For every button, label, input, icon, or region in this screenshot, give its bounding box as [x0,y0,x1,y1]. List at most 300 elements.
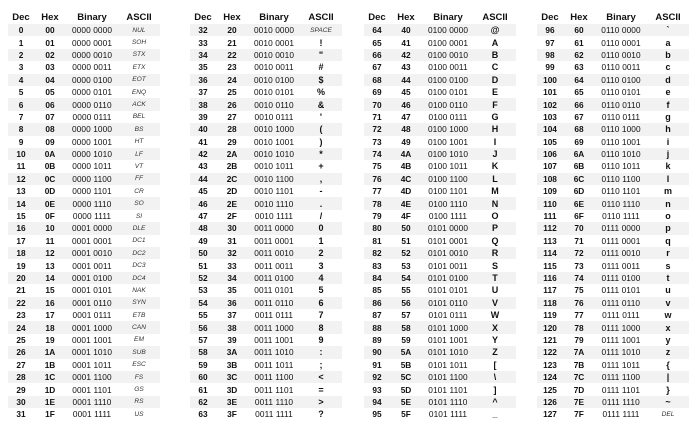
column-ascii-cell: FF [118,173,160,185]
column-ascii-cell: SPACE [300,24,342,36]
table-row [364,408,516,420]
table-row [8,334,160,346]
column-hex-cell: 6D [573,186,585,197]
column-binary-cell: 0010 1010 [248,148,300,160]
column-dec-cell: 58 [190,346,216,358]
column-dec-cell: 82 [364,247,390,259]
column-binary-cell: 0010 0100 [248,74,300,86]
column-hex-cell: 06 [34,98,66,110]
column-hex-cell: 02 [34,49,66,61]
column-binary-cell: 0001 0010 [66,247,118,259]
column-binary-cell: 0111 0110 [595,297,647,309]
column-dec-cell: 38 [190,98,216,110]
column-ascii-cell: } [666,384,670,395]
header-column-ascii: ASCII [655,12,681,23]
column-dec-cell: 86 [364,297,390,309]
table-row [537,173,689,185]
table-row [190,309,342,321]
header-column-binary: Binary [606,12,636,23]
table-row [537,160,689,172]
column-binary-cell: 0011 1110 [248,396,300,408]
column-binary-cell: 0001 1010 [66,346,118,358]
column-dec-cell: 52 [190,272,216,284]
column-hex-cell: 0F [45,211,55,222]
header-row [364,11,516,24]
column-ascii-cell: 5 [318,285,324,296]
column-dec-cell: 59 [198,359,208,370]
column-dec-cell: 95 [372,409,382,420]
column-dec-cell: 0 [8,24,34,36]
column-hex-cell: 1D [44,384,56,395]
column-ascii-cell: / [319,211,323,222]
column-hex-cell: 35 [227,285,237,296]
column-ascii-cell: STX [118,49,160,61]
column-binary-cell: 0111 0101 [601,285,641,296]
table-row [537,185,689,197]
column-ascii-cell: R [474,247,516,259]
table-row [364,359,516,371]
column-hex-cell: 3E [216,396,248,408]
table-row [8,173,160,185]
column-ascii-cell: EM [134,336,144,344]
table-row [8,98,160,110]
table-row [190,210,342,222]
column-hex-cell: 69 [574,136,584,147]
column-ascii-cell: l [647,173,689,185]
column-hex-cell: 70 [563,222,595,234]
column-hex-cell: 7E [563,396,595,408]
column-dec-cell: 23 [16,310,26,321]
column-binary-cell: 0011 0000 [248,222,300,234]
column-ascii-cell: h [647,123,689,135]
table-row [190,222,342,234]
column-binary-cell: 0011 0011 [254,260,294,271]
column-binary-cell: 0000 0010 [66,49,118,61]
column-binary-cell: 0011 1100 [248,371,300,383]
column-ascii-cell: P [474,222,516,234]
column-binary-cell: 0110 0100 [595,74,647,86]
column-dec-cell: 124 [537,371,563,383]
header-column-hex: Hex [570,12,588,23]
column-binary-cell: 0110 0000 [595,24,647,36]
column-binary-cell: 0100 0111 [428,111,468,122]
column-binary-cell: 0111 1111 [602,409,640,420]
column-ascii-cell: Y [491,334,498,345]
table-row [537,309,689,321]
table-row [190,61,342,73]
column-dec-cell: 111 [543,211,557,222]
column-binary-cell: 0110 1010 [595,148,647,160]
column-dec-cell: 35 [198,62,208,73]
column-binary-cell: 0101 1100 [422,371,474,383]
header-column-dec: Dec [541,12,559,23]
table-row [537,36,689,48]
column-hex-cell: 00 [34,24,66,36]
column-hex-cell: 14 [34,272,66,284]
column-hex-cell: 6A [563,148,595,160]
table-row [190,321,342,333]
table-row [537,74,689,86]
column-ascii-cell: W [490,310,500,321]
column-dec-cell: 19 [16,260,26,271]
column-ascii-cell: V [474,297,516,309]
column-hex-cell: 60 [563,24,595,36]
column-hex-cell: 32 [216,247,248,259]
column-binary-cell: 0011 1011 [254,359,294,370]
column-dec-cell: 71 [372,111,382,122]
column-hex-cell: 34 [216,272,248,284]
column-hex-cell: 75 [574,285,584,296]
table-row [537,396,689,408]
column-dec-cell: 11 [16,161,26,172]
column-hex-cell: 0B [44,161,56,172]
column-ascii-cell: # [318,62,324,73]
column-hex-cell: 65 [574,87,584,98]
column-binary-cell: 0011 0010 [248,247,300,259]
column-binary-cell: 0100 1110 [422,197,474,209]
column-ascii-cell: DLE [118,222,160,234]
column-ascii-cell: A [491,37,499,48]
column-ascii-cell: o [665,211,671,222]
column-hex-cell: 55 [401,285,411,296]
ascii-panel-2 [190,11,342,421]
column-dec-cell: 51 [198,260,208,271]
table-row [364,197,516,209]
column-binary-cell: 0101 0111 [428,310,468,321]
column-hex-cell: 31 [227,235,237,246]
table-row [537,24,689,36]
column-ascii-cell: p [647,222,689,234]
table-row [190,396,342,408]
column-hex-cell: 4E [390,197,422,209]
table-row [364,36,516,48]
column-dec-cell: 41 [198,136,208,147]
column-hex-cell: 0A [34,148,66,160]
column-ascii-cell: Z [474,346,516,358]
column-hex-cell: 28 [216,123,248,135]
column-binary-cell: 0111 1110 [595,396,647,408]
table-row [537,371,689,383]
table-row [8,371,160,383]
column-hex-cell: 2D [226,186,238,197]
column-ascii-cell: q [665,235,671,246]
header-column-ascii: ASCII [482,12,508,23]
column-binary-cell: 0010 0000 [248,24,300,36]
ascii-panel-table [190,11,342,421]
column-hex-cell: 4D [400,186,412,197]
table-row [190,111,342,123]
column-dec-cell: 94 [364,396,390,408]
column-binary-cell: 0000 1111 [72,211,112,222]
table-row [8,148,160,160]
table-row [537,359,689,371]
column-hex-cell: 17 [45,310,55,321]
column-hex-cell: 33 [227,260,237,271]
column-ascii-cell: 4 [300,272,342,284]
column-ascii-cell: ] [493,384,497,395]
column-dec-cell: 63 [198,409,208,420]
column-binary-cell: 0000 1000 [66,123,118,135]
column-hex-cell: 71 [574,235,584,246]
column-dec-cell: 73 [372,136,382,147]
column-binary-cell: 0011 0101 [254,285,294,296]
table-row [190,24,342,36]
column-ascii-cell: [ [493,359,497,370]
table-row [190,185,342,197]
column-ascii-cell: Q [491,235,499,246]
column-ascii-cell: U [491,285,499,296]
column-hex-cell: 3F [227,409,237,420]
table-row [8,346,160,358]
table-row [190,284,342,296]
column-hex-cell: 5E [390,396,422,408]
column-binary-cell: 0101 0011 [428,260,468,271]
column-binary-cell: 0001 0110 [66,297,118,309]
column-ascii-cell: & [300,98,342,110]
column-hex-cell: 52 [390,247,422,259]
column-hex-cell: 67 [574,111,584,122]
column-dec-cell: 26 [8,346,34,358]
column-binary-cell: 0001 0101 [71,285,113,296]
table-row [190,383,342,395]
table-row [8,49,160,61]
column-dec-cell: 84 [364,272,390,284]
column-ascii-cell: RS [118,396,160,408]
column-ascii-cell: ACK [118,98,160,110]
column-hex-cell: 6B [573,161,585,172]
column-dec-cell: 107 [543,161,557,172]
column-ascii-cell: SOH [131,39,147,47]
column-dec-cell: 14 [8,197,34,209]
column-dec-cell: 102 [537,98,563,110]
column-dec-cell: 44 [190,173,216,185]
column-binary-cell: 0011 0110 [248,297,300,309]
column-binary-cell: 0100 1000 [422,123,474,135]
column-binary-cell: 0011 1010 [248,346,300,358]
column-dec-cell: 50 [190,247,216,259]
column-dec-cell: 20 [8,272,34,284]
column-dec-cell: 122 [537,346,563,358]
column-hex-cell: 5C [390,371,422,383]
table-row [364,284,516,296]
column-dec-cell: 57 [198,334,208,345]
table-row [8,74,160,86]
column-binary-cell: 0001 1001 [71,334,113,345]
ascii-panel-3 [364,11,516,421]
table-row [537,297,689,309]
table-row [8,297,160,309]
column-hex-cell: 4C [390,173,422,185]
column-binary-cell: 0100 0100 [422,74,474,86]
column-binary-cell: 0101 0000 [422,222,474,234]
column-ascii-cell: 8 [300,321,342,333]
column-binary-cell: 0111 0011 [601,260,641,271]
column-ascii-cell: M [491,186,499,197]
column-dec-cell: 60 [190,371,216,383]
column-ascii-cell: " [300,49,342,61]
column-ascii-cell: , [300,173,342,185]
column-ascii-cell: SYN [118,297,160,309]
column-ascii-cell: BS [118,123,160,135]
table-row [364,272,516,284]
column-ascii-cell: = [318,384,324,395]
column-hex-cell: 21 [227,37,237,48]
column-hex-cell: 59 [401,334,411,345]
column-binary-cell: 0001 1011 [72,359,112,370]
column-dec-cell: 72 [364,123,390,135]
column-ascii-cell: w [664,310,672,321]
column-binary-cell: 0111 1001 [601,334,641,345]
column-binary-cell: 0110 0111 [601,111,641,122]
column-ascii-cell: E [491,87,498,98]
table-row [8,235,160,247]
column-binary-cell: 0100 1010 [422,148,474,160]
column-ascii-cell: VT [134,162,144,170]
column-ascii-cell: CR [134,187,144,195]
column-dec-cell: 103 [543,111,557,122]
column-dec-cell: 25 [16,334,26,345]
column-dec-cell: 4 [8,74,34,86]
column-dec-cell: 108 [537,173,563,185]
table-row [537,346,689,358]
column-dec-cell: 120 [537,321,563,333]
column-hex-cell: 2E [216,197,248,209]
column-binary-cell: 0111 0100 [595,272,647,284]
column-hex-cell: 1F [45,409,55,420]
column-hex-cell: 20 [216,24,248,36]
column-binary-cell: 0001 1100 [66,371,118,383]
column-binary-cell: 0010 0001 [253,37,295,48]
column-dec-cell: 110 [537,197,563,209]
column-binary-cell: 0000 1011 [72,161,112,172]
table-row [190,334,342,346]
column-hex-cell: 72 [563,247,595,259]
table-row [364,24,516,36]
column-hex-cell: 07 [45,111,55,122]
column-binary-cell: 0010 1001 [253,136,295,147]
table-row [8,111,160,123]
column-dec-cell: 105 [543,136,557,147]
table-row [8,284,160,296]
column-binary-cell: 0010 0101 [253,87,295,98]
ascii-panel-table [364,11,516,421]
column-dec-cell: 37 [198,87,208,98]
column-binary-cell: 0101 1110 [422,396,474,408]
column-dec-cell: 118 [537,297,563,309]
table-row [537,284,689,296]
column-hex-cell: 7C [563,371,595,383]
table-row [537,334,689,346]
table-row [364,98,516,110]
column-binary-cell: 0000 0100 [66,74,118,86]
column-binary-cell: 0111 1101 [601,384,641,395]
column-binary-cell: 0110 1110 [595,197,647,209]
table-row [8,123,160,135]
column-ascii-cell: ? [318,409,324,420]
column-hex-cell: 01 [45,37,55,48]
column-binary-cell: 0100 1111 [428,211,468,222]
column-dec-cell: 80 [364,222,390,234]
column-hex-cell: 49 [401,136,411,147]
column-hex-cell: 04 [34,74,66,86]
table-row [190,148,342,160]
header-column-binary: Binary [259,12,289,23]
column-binary-cell: 0011 0001 [254,235,294,246]
column-ascii-cell: SI [135,212,143,220]
column-ascii-cell: i [666,136,670,147]
column-hex-cell: 08 [34,123,66,135]
table-row [364,222,516,234]
column-dec-cell: 64 [364,24,390,36]
column-binary-cell: 0000 0111 [72,111,112,122]
column-hex-cell: 3B [226,359,238,370]
column-hex-cell: 7A [563,346,595,358]
column-hex-cell: 0E [34,197,66,209]
column-dec-cell: 113 [543,235,557,246]
table-row [537,210,689,222]
column-binary-cell: 0000 0101 [71,87,113,98]
column-ascii-cell: X [474,321,516,333]
column-ascii-cell: + [318,161,324,172]
header-column-dec: Dec [368,12,386,23]
table-row [190,297,342,309]
column-binary-cell: 0111 1010 [595,346,647,358]
column-dec-cell: 40 [190,123,216,135]
column-ascii-cell: O [491,211,499,222]
column-hex-cell: 54 [390,272,422,284]
table-row [8,160,160,172]
table-row [364,321,516,333]
table-row [190,197,342,209]
column-hex-cell: 1B [44,359,56,370]
column-ascii-cell: * [300,148,342,160]
column-dec-cell: 7 [18,111,24,122]
column-dec-cell: 27 [16,359,26,370]
table-row [537,408,689,420]
column-binary-cell: 0101 0110 [422,297,474,309]
header-row [537,11,689,24]
column-dec-cell: 30 [8,396,34,408]
column-dec-cell: 88 [364,321,390,333]
column-binary-cell: 0110 1101 [601,186,641,197]
column-ascii-cell: a [665,37,671,48]
column-dec-cell: 85 [372,285,382,296]
header-column-dec: Dec [12,12,30,23]
column-binary-cell: 0010 1000 [248,123,300,135]
column-ascii-cell: 2 [300,247,342,259]
table-row [8,136,160,148]
ascii-panel-table [537,11,689,421]
column-binary-cell: 0010 0110 [248,98,300,110]
header-row [8,11,160,24]
column-binary-cell: 0110 0001 [601,37,641,48]
column-ascii-cell: ^ [474,396,516,408]
column-dec-cell: 8 [8,123,34,135]
table-row [364,346,516,358]
column-hex-cell: 51 [401,235,411,246]
column-dec-cell: 42 [190,148,216,160]
column-ascii-cell: v [647,297,689,309]
column-binary-cell: 0000 1001 [71,136,113,147]
header-column-binary: Binary [433,12,463,23]
column-dec-cell: 65 [372,37,382,48]
column-binary-cell: 0101 0010 [422,247,474,259]
column-hex-cell: 66 [563,98,595,110]
column-binary-cell: 0111 0000 [595,222,647,234]
column-binary-cell: 0110 1000 [595,123,647,135]
column-binary-cell: 0100 0011 [428,62,468,73]
column-binary-cell: 0000 1110 [66,197,118,209]
